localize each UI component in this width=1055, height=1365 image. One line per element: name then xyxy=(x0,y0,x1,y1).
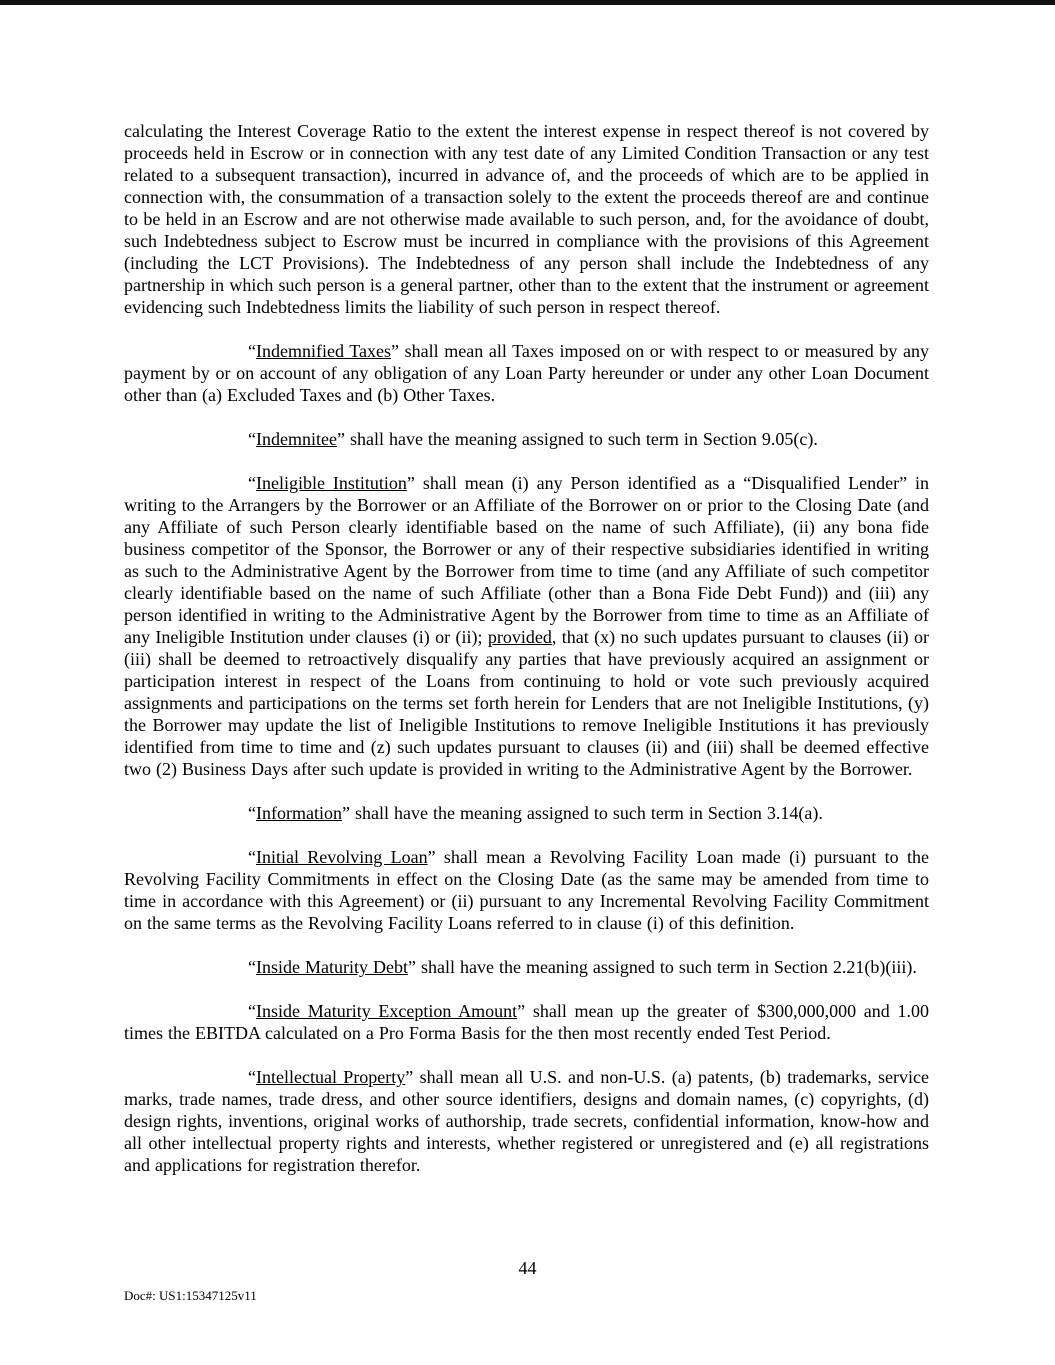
defined-term-inside-maturity-debt: Inside Maturity Debt xyxy=(256,957,408,977)
definition-text: ” shall mean up the greater of $300,000,000 and 1.00 times the EBITDA calculated on a Pro Forma Basis for the then most recently ended Test Period. xyxy=(124,1001,929,1043)
definition-inside-maturity-debt xyxy=(124,956,929,978)
definition-text: ” shall mean all Taxes imposed on or with respect to or measured by any payment by or on account of any obligation of any Loan Party hereunder or under any other Loan Document other than (a) Excluded Taxes and (b) Other Taxes. xyxy=(124,341,929,405)
open-quote: “ xyxy=(248,847,256,867)
document-body xyxy=(124,120,929,1176)
definition-indemnified-taxes xyxy=(124,340,929,406)
definition-text: ” shall mean (i) any Person identified as a “Disqualified Lender” in writing to the Arrangers by the Borrower or an Affiliate of the Borrower on or prior to the Closing Date (and any Affiliate of such Person clearly identifiable based on the name of such Affiliate), (ii) any bona fide business competitor of the Sponsor, the Borrower or any of their respective subsidiaries identified in writing as such to the Administrative Agent by the Borrower from time to time (and any Affiliate of such competitor clearly identifiable based on the name of such Affiliate (other than a Bona Fide Debt Fund)) and (iii) any person identified in writing to the Administrative Agent by the Borrower from time to time as an Affiliate of any Ineligible Institution under clauses (i) or (ii); xyxy=(124,473,929,647)
doc-id-footer: Doc#: US1:15347125v11 xyxy=(124,1288,257,1303)
defined-term-information: Information xyxy=(256,803,342,823)
scan-edge-artifact xyxy=(0,0,1055,5)
definition-text: ” shall have the meaning assigned to such term in Section 3.14(a). xyxy=(341,803,823,823)
open-quote: “ xyxy=(248,1001,256,1021)
definition-ineligible-institution xyxy=(124,472,929,780)
defined-term-intellectual-property: Intellectual Property xyxy=(256,1067,406,1087)
definition-intellectual-property xyxy=(124,1066,929,1176)
open-quote: “ xyxy=(248,429,256,449)
defined-term-ineligible-institution: Ineligible Institution xyxy=(256,473,407,493)
page-number: 44 xyxy=(518,1258,537,1278)
definition-text: ” shall have the meaning assigned to such term in Section 2.21(b)(iii). xyxy=(407,957,917,977)
proviso-term-provided: provided xyxy=(487,627,552,647)
definition-text: , that (x) no such updates pursuant to clauses (ii) or (iii) shall be deemed to retroactively disqualify any parties that have previously acquired an assignment or participation interest in respect of the Loans from continuing to hold or vote such previously acquired assignments and participations on the terms set forth herein for Lenders that are not Ineligible Institutions, (y) the Borrower may update the list of Ineligible Institutions to remove Ineligible Institutions it has previously identified from time to time and (z) such updates pursuant to clauses (ii) and (iii) shall be deemed effective two (2) Business Days after such update is provided in writing to the Administrative Agent by the Borrower. xyxy=(124,627,930,779)
open-quote: “ xyxy=(248,803,256,823)
definition-initial-revolving-loan xyxy=(124,846,929,934)
definition-text: ” shall have the meaning assigned to such term in Section 9.05(c). xyxy=(336,429,818,449)
paragraph-indebtedness-continuation: calculating the Interest Coverage Ratio to the extent the interest expense in respect thereof is not covered by proceeds held in Escrow or in connection with any test date of any Limited Condition Transaction or any test related to a subsequent transaction), incurred in advance of, and the proceeds of which are to be applied in connection with, the consummation of a transaction solely to the extent the proceeds thereof are and continue to be held in an Escrow and are not otherwise made available to such person, and, for the avoidance of doubt, such Indebtedness subject to Escrow must be incurred in compliance with the provisions of this Agreement (including the LCT Provisions). The Indebtedness of any person shall include the Indebtedness of any partnership in which such person is a general partner, other than to the extent that the instrument or agreement evidencing such Indebtedness limits the liability of such person in respect thereof. xyxy=(124,121,929,317)
definition-text: ” shall mean all U.S. and non-U.S. (a) patents, (b) trademarks, service marks, trade names, trade dress, and other source identifiers, designs and domain names, (c) copyrights, (d) design rights, inventions, original works of authorship, trade secrets, confidential information, know-how and all other intellectual property rights and interests, whether registered or unregistered and (e) all registrations and applications for registration therefor. xyxy=(124,1067,929,1175)
defined-term-initial-revolving-loan: Initial Revolving Loan xyxy=(256,847,428,867)
definition-inside-maturity-exception-amount xyxy=(124,1000,929,1044)
definition-information xyxy=(124,802,929,824)
open-quote: “ xyxy=(248,473,256,493)
open-quote: “ xyxy=(248,341,256,361)
definition-indemnitee xyxy=(124,428,929,450)
definition-text: ” shall mean a Revolving Facility Loan made (i) pursuant to the Revolving Facility Commitments in effect on the Closing Date (as the same may be amended from time to time in accordance with this Agreement) or (ii) pursuant to any Incremental Revolving Facility Commitment on the same terms as the Revolving Facility Loans referred to in clause (i) of this definition. xyxy=(124,847,929,933)
open-quote: “ xyxy=(248,1067,256,1087)
defined-term-indemnitee: Indemnitee xyxy=(256,429,337,449)
open-quote: “ xyxy=(248,957,256,977)
defined-term-indemnified-taxes: Indemnified Taxes xyxy=(256,341,391,361)
defined-term-inside-maturity-exception-amount: Inside Maturity Exception Amount xyxy=(256,1001,518,1021)
